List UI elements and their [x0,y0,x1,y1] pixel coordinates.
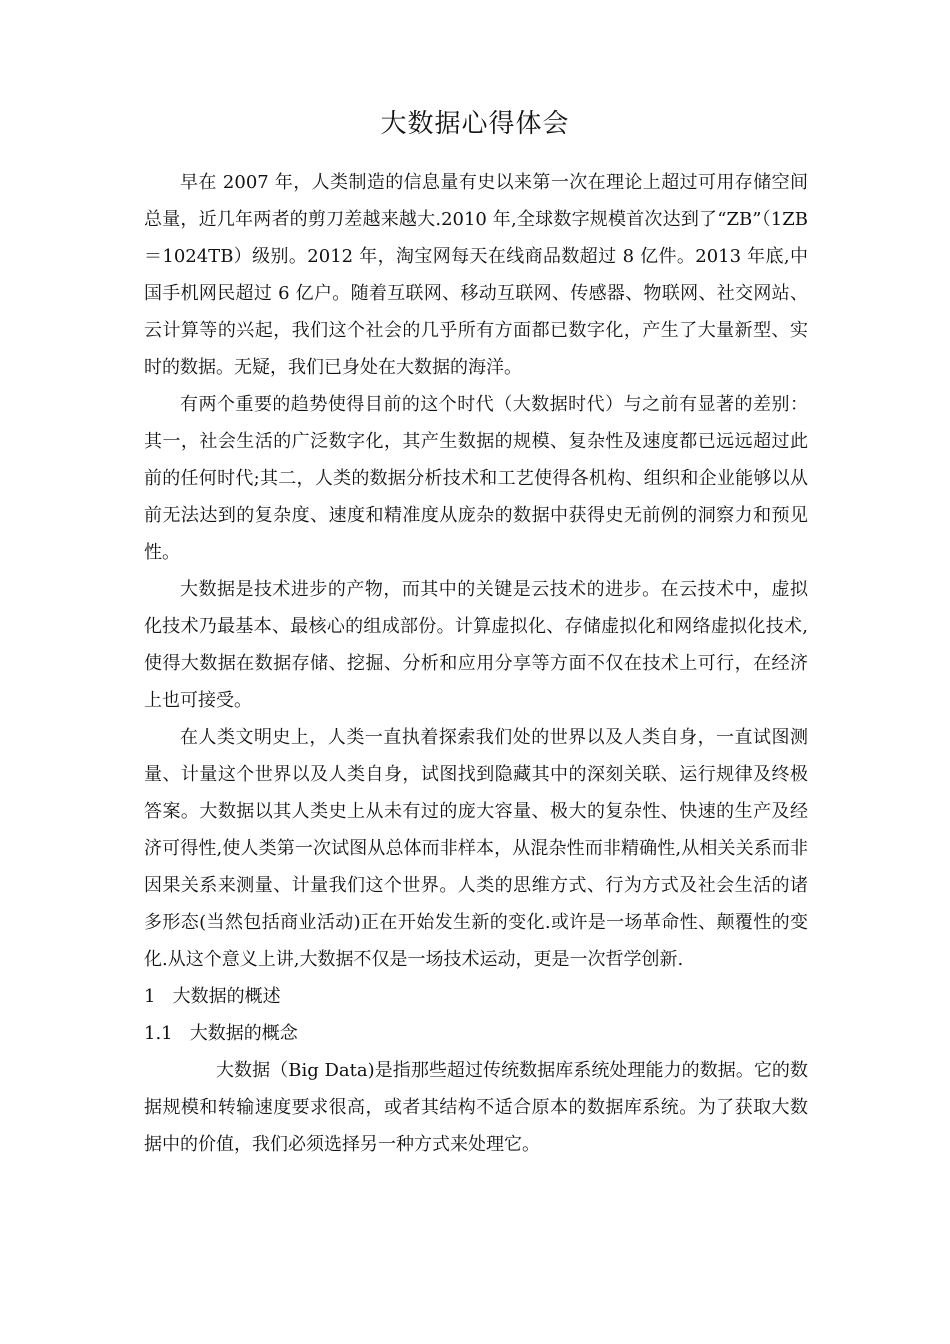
document-title: 大数据心得体会 [380,109,570,139]
paragraph-5: 大数据（Big Data)是指那些超过传统数据库系统处理能力的数据。它的数据规模和转输速度要求很高，或者其结构不适合原本的数据库系统。为了获取大数据中的价值，我们必须选择另一种方式来处理它。 [144,1060,808,1155]
paragraph-2: 有两个重要的趋势使得目前的这个时代（大数据时代）与之前有显著的差别：其一，社会生活的广泛数字化，其产生数据的规模、复杂性及速度都已远远超过此前的任何时代;其二，人类的数据分析技术和工艺使得各机构、组织和企业能够以从前无法达到的复杂度、速度和精准度从庞杂的数据中获得史无前例的洞察力和预见性。 [144,394,808,563]
paragraph-1: 早在 2007 年，人类制造的信息量有史以来第一次在理论上超过可用存储空间总量，近几年两者的剪刀差越来越大.2010 年,全球数字规模首次达到了“ZB”（1ZB＝1024TB）级别。2012 年，淘宝网每天在线商品数超过 8 亿件。2013 年底,中国手机网民超过 6 亿户。随着互联网、移动互联网、传感器、物联网、社交网站、云计算等的兴起，我们这个社会的几乎所有方面都已数字化，产生了大量新型、实时的数据。无疑，我们已身处在大数据的海洋。 [144,172,808,378]
section-heading-1: 1 大数据的概述 [144,986,281,1007]
document-body [144,164,808,1163]
paragraph-3: 大数据是技术进步的产物，而其中的关键是云技术的进步。在云技术中，虚拟化技术乃最基本、最核心的组成部份。计算虚拟化、存储虚拟化和网络虚拟化技术,使得大数据在数据存储、挖掘、分析和应用分享等方面不仅在技术上可行，在经济上也可接受。 [144,579,808,711]
section-heading-1-1: 1.1 大数据的概念 [144,1023,298,1044]
paragraph-4: 在人类文明史上，人类一直执着探索我们处的世界以及人类自身，一直试图测量、计量这个世界以及人类自身，试图找到隐藏其中的深刻关联、运行规律及终极答案。大数据以其人类史上从未有过的庞大容量、极大的复杂性、快速的生产及经济可得性,使人类第一次试图从总体而非样本，从混杂性而非精确性,从相关关系而非因果关系来测量、计量我们这个世界。人类的思维方式、行为方式及社会生活的诸多形态(当然包括商业活动)正在开始发生新的变化.或许是一场革命性、颠覆性的变化.从这个意义上讲,大数据不仅是一场技术运动，更是一次哲学创新. [144,727,808,970]
